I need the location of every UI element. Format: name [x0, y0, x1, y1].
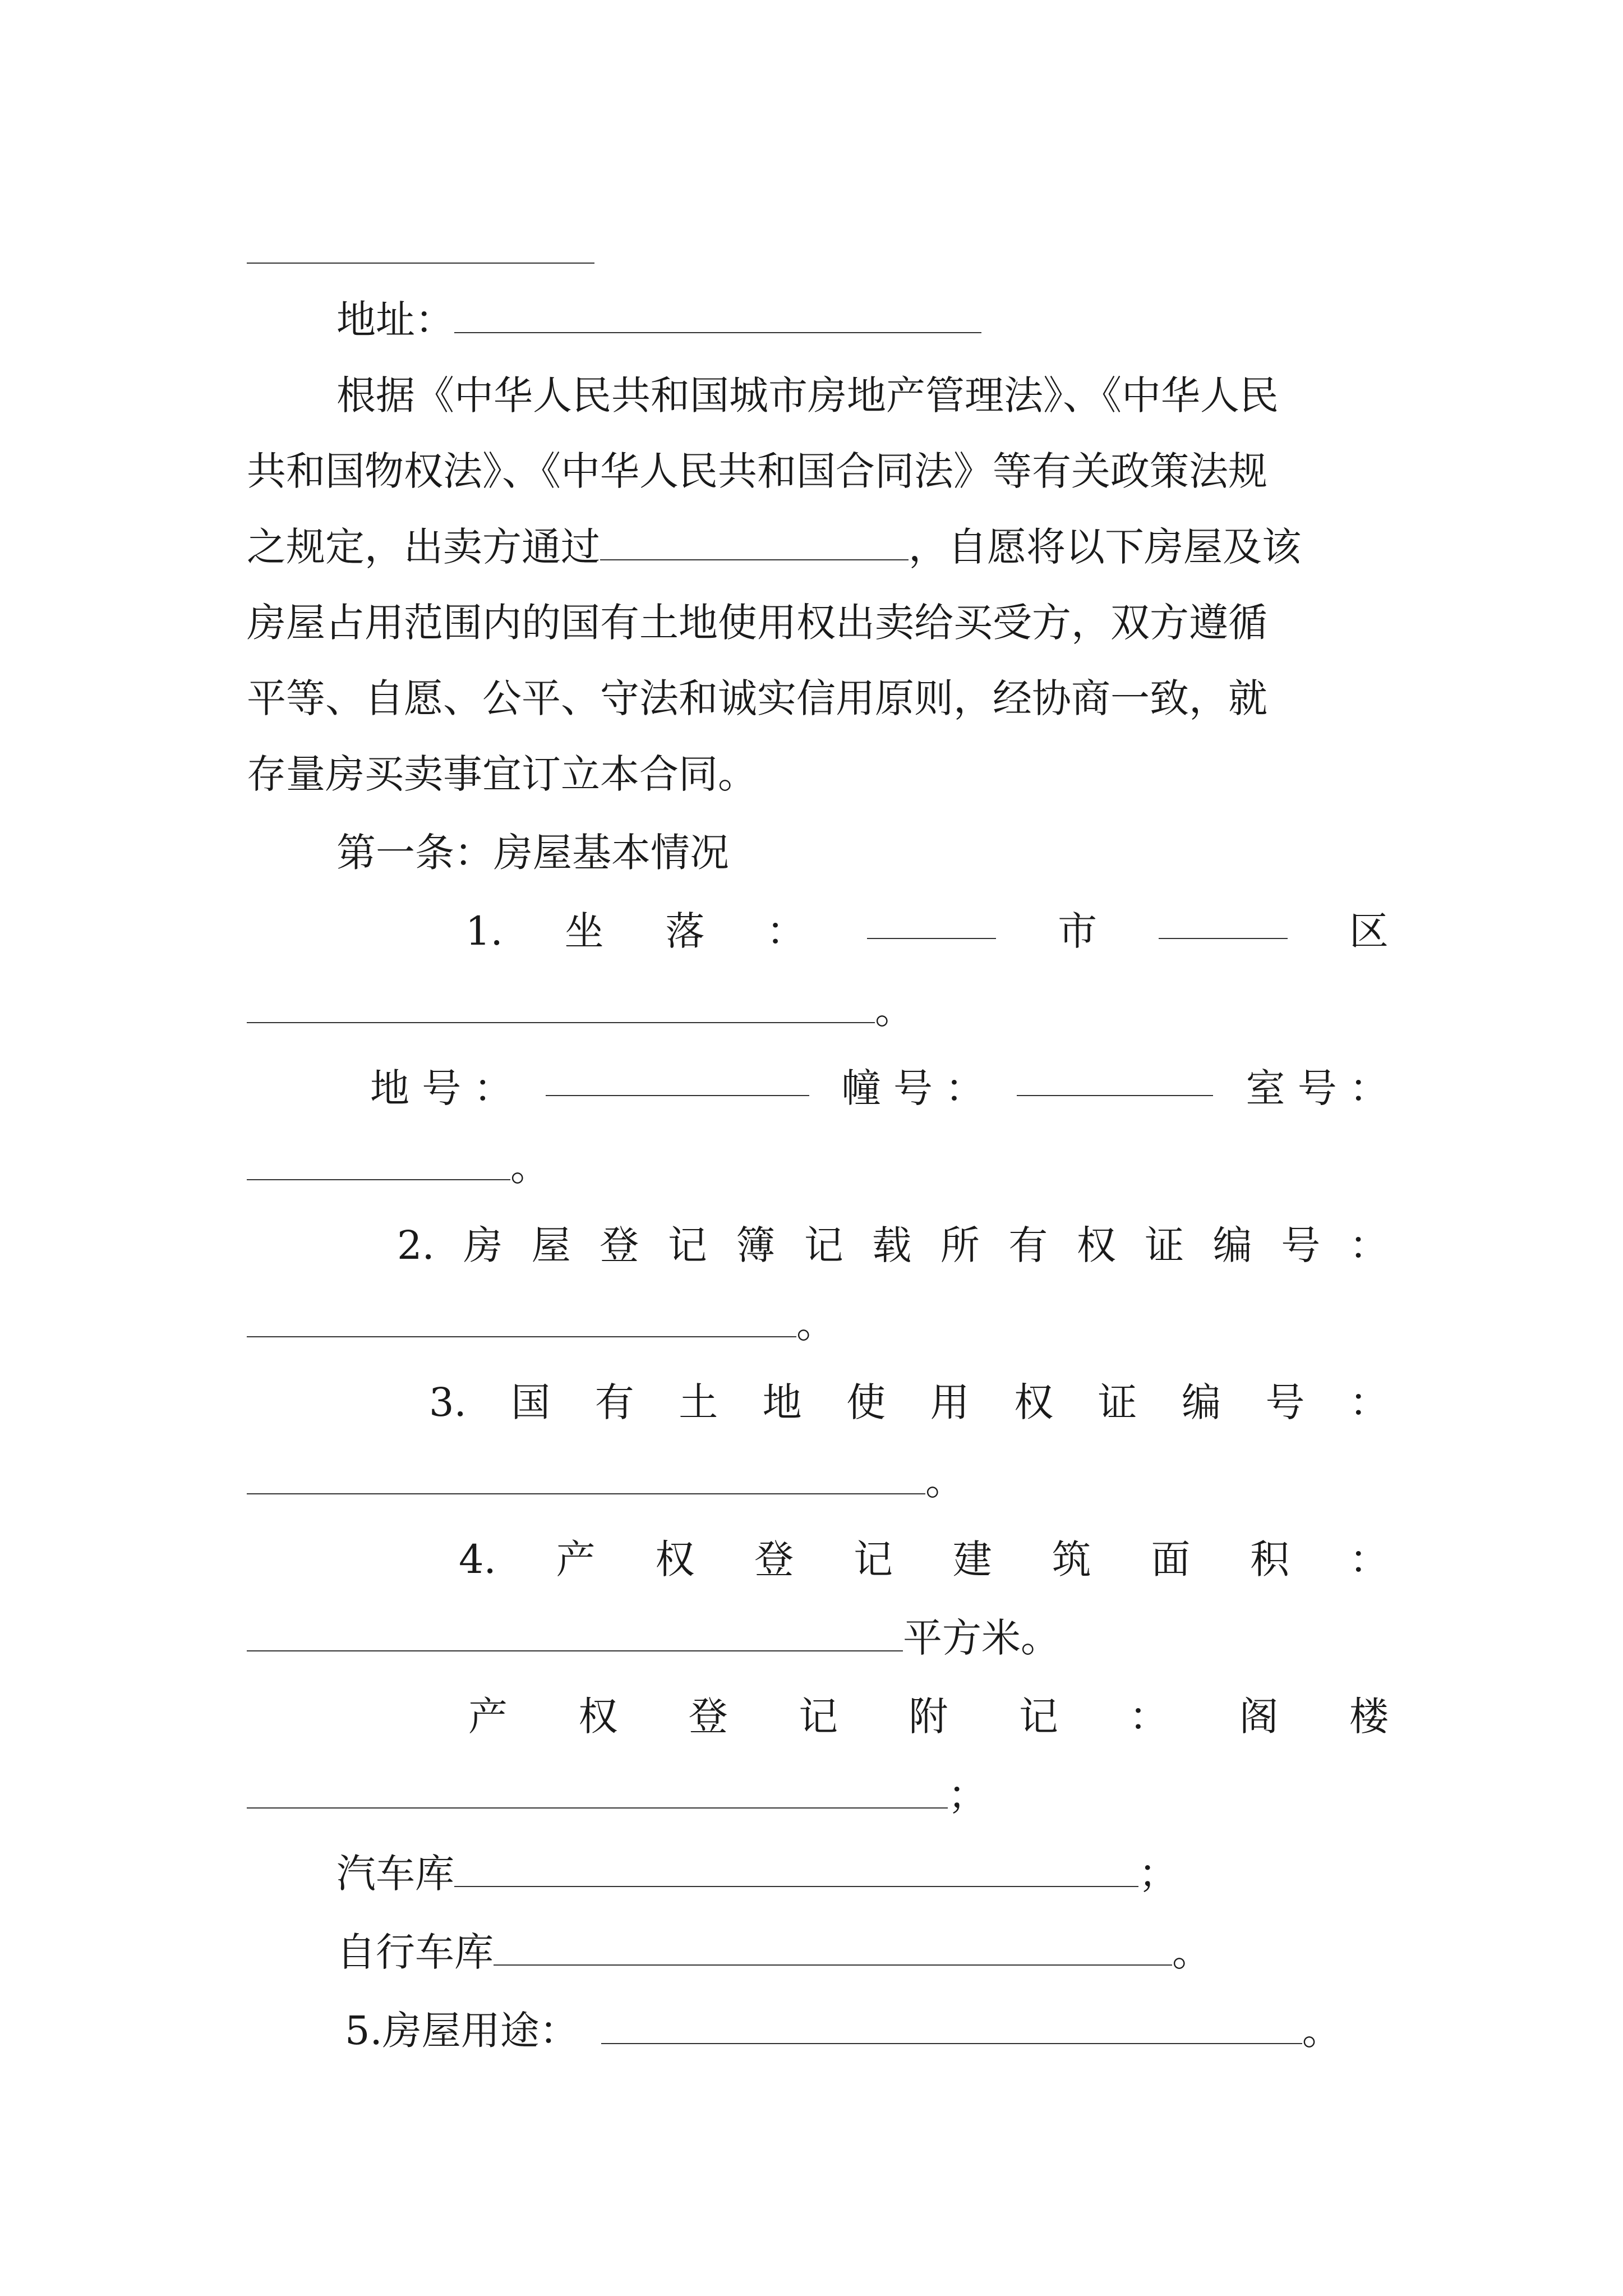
room-cont: 。	[247, 1139, 550, 1195]
bike-garage-line: 自行车库 。	[336, 1929, 1211, 1975]
item-3-land-cert: 3. 国 有 土 地 使 用 权 证 编 号 ：	[429, 1379, 1389, 1425]
item-2-ownership-cert: 2. 房 屋 登 记 簿 记 载 所 有 权 证 编 号 ：	[397, 1222, 1389, 1268]
top-blank-line	[247, 263, 594, 264]
city-blank	[867, 903, 996, 939]
preamble-line-5: 平等、自愿、公平、守法和诚实信用原则，经协商一致，就	[247, 675, 1267, 721]
land-cert-blank	[247, 1458, 925, 1494]
building-blank	[1017, 1060, 1213, 1096]
item-1-location-cont: 。	[247, 982, 914, 1038]
attic-line: 产 权 登 记 附 记 ： 阁 楼	[468, 1694, 1389, 1740]
preamble-line-3: 之规定，出卖方通过 ，自愿将以下房屋及该	[247, 524, 1301, 570]
lot-blank	[546, 1060, 809, 1096]
room-blank	[247, 1144, 510, 1180]
district-blank	[1159, 903, 1288, 939]
address-label: 地址：	[336, 297, 454, 343]
ownership-cert-blank	[247, 1301, 796, 1337]
address-line	[336, 292, 981, 348]
bike-garage-blank	[494, 1930, 1172, 1966]
area-blank	[247, 1616, 903, 1651]
article-1-title: 第一条：房屋基本情况	[336, 830, 729, 876]
garage-blank	[454, 1851, 1138, 1887]
item-4-area: 4. 产 权 登 记 建 筑 面 积 ：	[459, 1536, 1389, 1582]
item-5-usage: 5.房屋用途： 。	[345, 2008, 1341, 2054]
preamble-line-4: 房屋占用范围内的国有土地使用权出卖给买受方，双方遵循	[247, 600, 1267, 646]
building-label: 幢 号 ：	[841, 1065, 985, 1111]
address-blank	[454, 297, 981, 333]
usage-blank	[601, 2008, 1302, 2044]
attic-blank	[247, 1773, 948, 1809]
preamble-line-1: 根据《中华人民共和国城市房地产管理法》、《中华人民	[336, 372, 1279, 418]
preamble-line-2: 共和国物权法》、《中华人民共和国合同法》等有关政策法规	[247, 448, 1267, 494]
attic-cont: ；	[247, 1767, 987, 1823]
item-2-cont: 。	[247, 1296, 836, 1352]
item-3-cont: 。	[247, 1453, 965, 1509]
lot-building-room-line	[370, 1060, 1389, 1116]
garage-line: 汽车库 ；	[336, 1851, 1178, 1897]
transfer-method-blank	[600, 524, 909, 560]
item-4-cont: 平方米。	[247, 1610, 1060, 1666]
location-detail-blank	[247, 987, 875, 1023]
lot-label: 地 号 ：	[370, 1065, 513, 1111]
preamble-line-6: 存量房买卖事宜订立本合同。	[247, 751, 757, 797]
room-label: 室 号 ：	[1246, 1065, 1389, 1111]
item-1-location: 1. 坐 落 ： 市 区	[465, 903, 1389, 959]
